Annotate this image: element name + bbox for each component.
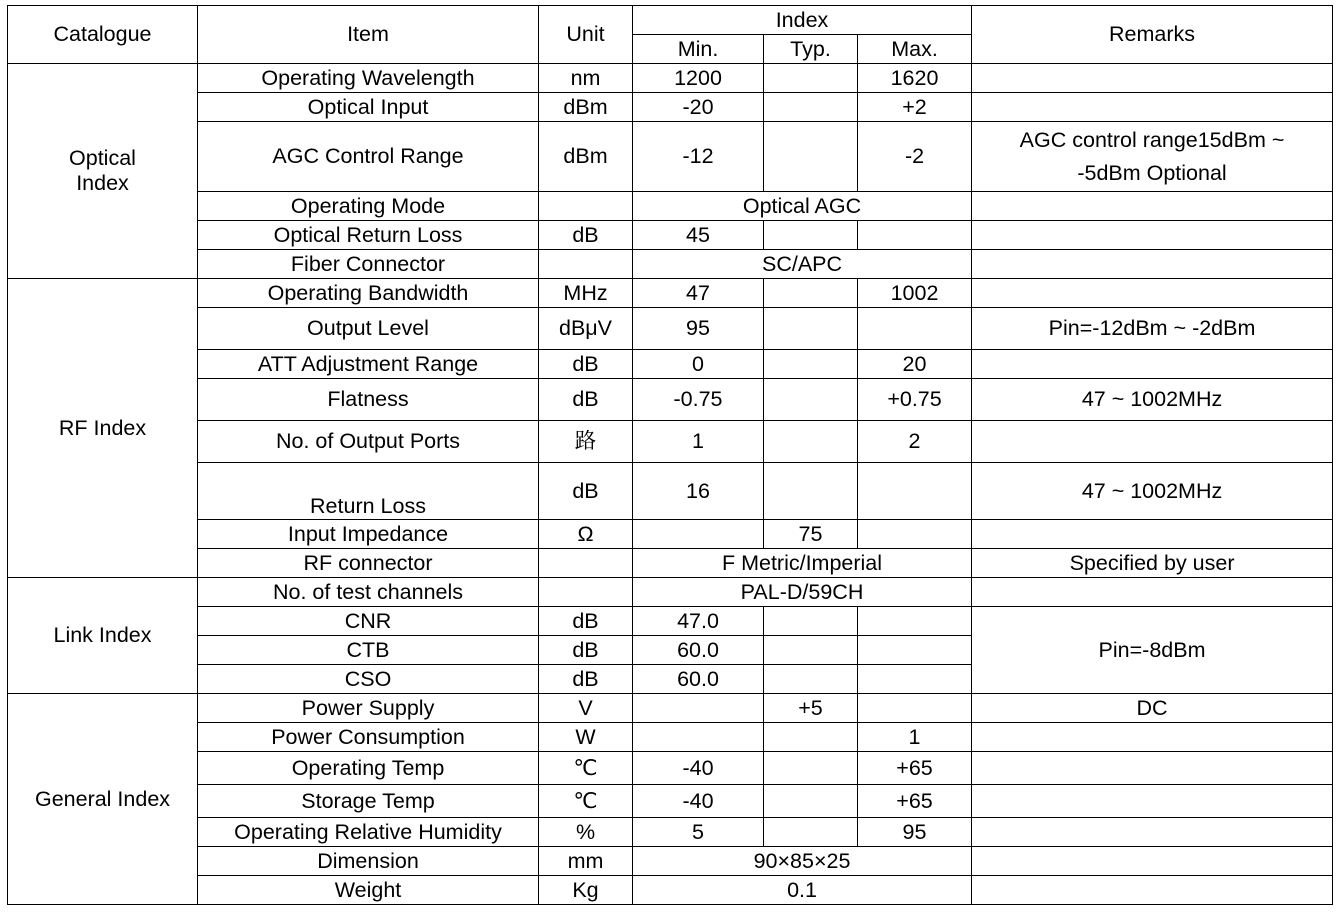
typ-cell: [764, 463, 858, 520]
item-cell: Weight: [198, 876, 539, 905]
typ-cell: [764, 607, 858, 636]
item-cell: AGC Control Range: [198, 122, 539, 192]
header-max: Max.: [858, 35, 972, 64]
item-cell: Dimension: [198, 847, 539, 876]
unit-cell: mm: [539, 847, 633, 876]
typ-cell: [764, 785, 858, 818]
value-cell: 90×85×25: [633, 847, 972, 876]
value-cell: 0.1: [633, 876, 972, 905]
min-cell: [633, 520, 764, 549]
remarks-cell: Pin=-8dBm: [972, 607, 1333, 694]
max-cell: +65: [858, 752, 972, 785]
remarks-cell: [972, 221, 1333, 250]
header-item: Item: [198, 6, 539, 64]
unit-cell: nm: [539, 64, 633, 93]
table-row: [8, 520, 1333, 549]
typ-cell: [764, 752, 858, 785]
item-cell: Operating Wavelength: [198, 64, 539, 93]
max-cell: [858, 636, 972, 665]
header-min: Min.: [633, 35, 764, 64]
table-row: [8, 723, 1333, 752]
item-cell: CSO: [198, 665, 539, 694]
unit-cell: dBm: [539, 122, 633, 192]
table-row: [8, 308, 1333, 350]
typ-cell: [764, 379, 858, 421]
max-cell: [858, 607, 972, 636]
table-row: [8, 122, 1333, 192]
item-cell: Operating Bandwidth: [198, 279, 539, 308]
unit-cell: dBm: [539, 93, 633, 122]
table-row: [8, 250, 1333, 279]
min-cell: -20: [633, 93, 764, 122]
remarks-cell: [972, 818, 1333, 847]
typ-cell: [764, 308, 858, 350]
remarks-cell: [972, 785, 1333, 818]
catalogue-cell: RF Index: [8, 279, 198, 578]
min-cell: 45: [633, 221, 764, 250]
remarks-cell: 47 ~ 1002MHz: [972, 463, 1333, 520]
item-cell: Return Loss: [198, 463, 539, 520]
table-row: [8, 578, 1333, 607]
unit-cell: dB: [539, 350, 633, 379]
remarks-cell: [972, 723, 1333, 752]
min-cell: -40: [633, 752, 764, 785]
table-row: [8, 876, 1333, 905]
max-cell: [858, 308, 972, 350]
item-cell: Operating Temp: [198, 752, 539, 785]
value-cell: SC/APC: [633, 250, 972, 279]
header-catalogue: Catalogue: [8, 6, 198, 64]
typ-cell: [764, 122, 858, 192]
remarks-cell: [972, 250, 1333, 279]
unit-cell: dB: [539, 665, 633, 694]
item-cell: Power Supply: [198, 694, 539, 723]
max-cell: [858, 520, 972, 549]
spec-table: [7, 5, 1333, 905]
table-row: [8, 93, 1333, 122]
unit-cell: dB: [539, 636, 633, 665]
unit-cell: MHz: [539, 279, 633, 308]
header-index: Index: [633, 6, 972, 35]
unit-cell: Kg: [539, 876, 633, 905]
unit-cell: [539, 578, 633, 607]
remarks-cell: [972, 578, 1333, 607]
header-row: [8, 6, 1333, 35]
table-row: [8, 379, 1333, 421]
max-cell: [858, 694, 972, 723]
unit-cell: %: [539, 818, 633, 847]
max-cell: +0.75: [858, 379, 972, 421]
typ-cell: [764, 93, 858, 122]
table-row: [8, 279, 1333, 308]
table-row: [8, 847, 1333, 876]
item-cell: No. of test channels: [198, 578, 539, 607]
min-cell: [633, 723, 764, 752]
table-row: [8, 64, 1333, 93]
remarks-cell: [972, 93, 1333, 122]
min-cell: -40: [633, 785, 764, 818]
min-cell: 60.0: [633, 665, 764, 694]
min-cell: 47: [633, 279, 764, 308]
item-cell: Operating Mode: [198, 192, 539, 221]
item-cell: Storage Temp: [198, 785, 539, 818]
max-cell: +65: [858, 785, 972, 818]
typ-cell: [764, 421, 858, 463]
remarks-cell: Pin=-12dBm ~ -2dBm: [972, 308, 1333, 350]
table-row: [8, 350, 1333, 379]
remarks-cell: [972, 64, 1333, 93]
min-cell: -12: [633, 122, 764, 192]
typ-cell: [764, 350, 858, 379]
table-row: [8, 549, 1333, 578]
catalogue-label: Optical Index: [69, 146, 136, 195]
unit-cell: dB: [539, 379, 633, 421]
unit-cell: dB: [539, 463, 633, 520]
max-cell: 1620: [858, 64, 972, 93]
item-cell: CTB: [198, 636, 539, 665]
catalogue-cell: Link Index: [8, 578, 198, 694]
typ-cell: [764, 221, 858, 250]
max-cell: [858, 221, 972, 250]
max-cell: [858, 463, 972, 520]
remarks-text: AGC control range15dBm ~ -5dBm Optional: [1019, 128, 1285, 185]
catalogue-cell: General Index: [8, 694, 198, 905]
value-cell: PAL-D/59CH: [633, 578, 972, 607]
item-cell: Operating Relative Humidity: [198, 818, 539, 847]
table-row: [8, 421, 1333, 463]
unit-cell: V: [539, 694, 633, 723]
max-cell: 1: [858, 723, 972, 752]
remarks-cell: [972, 122, 1333, 192]
unit-cell: [539, 250, 633, 279]
value-cell: F Metric/Imperial: [633, 549, 972, 578]
table-row: [8, 192, 1333, 221]
remarks-cell: 47 ~ 1002MHz: [972, 379, 1333, 421]
item-cell: Power Consumption: [198, 723, 539, 752]
header-remarks: Remarks: [972, 6, 1333, 64]
unit-cell: ℃: [539, 785, 633, 818]
table-row: [8, 463, 1333, 520]
min-cell: 16: [633, 463, 764, 520]
remarks-cell: [972, 279, 1333, 308]
item-cell: CNR: [198, 607, 539, 636]
typ-cell: [764, 665, 858, 694]
remarks-cell: [972, 847, 1333, 876]
max-cell: 1002: [858, 279, 972, 308]
table-row: [8, 221, 1333, 250]
typ-cell: [764, 818, 858, 847]
max-cell: 2: [858, 421, 972, 463]
unit-cell: [539, 192, 633, 221]
max-cell: 20: [858, 350, 972, 379]
unit-cell: [539, 549, 633, 578]
min-cell: -0.75: [633, 379, 764, 421]
item-cell: Fiber Connector: [198, 250, 539, 279]
item-cell: No. of Output Ports: [198, 421, 539, 463]
item-cell: Input Impedance: [198, 520, 539, 549]
item-cell: RF connector: [198, 549, 539, 578]
min-cell: 5: [633, 818, 764, 847]
min-cell: [633, 694, 764, 723]
header-unit: Unit: [539, 6, 633, 64]
typ-cell: [764, 636, 858, 665]
remarks-cell: [972, 520, 1333, 549]
table-row: [8, 694, 1333, 723]
min-cell: 60.0: [633, 636, 764, 665]
unit-cell: ℃: [539, 752, 633, 785]
table-row: [8, 752, 1333, 785]
table-row: [8, 607, 1333, 636]
min-cell: 0: [633, 350, 764, 379]
unit-cell: dB: [539, 607, 633, 636]
typ-cell: [764, 279, 858, 308]
item-cell: Optical Return Loss: [198, 221, 539, 250]
unit-cell: dB: [539, 221, 633, 250]
catalogue-cell: [8, 64, 198, 279]
remarks-cell: [972, 421, 1333, 463]
remarks-cell: Specified by user: [972, 549, 1333, 578]
remarks-cell: DC: [972, 694, 1333, 723]
unit-cell: Ω: [539, 520, 633, 549]
remarks-cell: [972, 350, 1333, 379]
remarks-cell: [972, 752, 1333, 785]
min-cell: 1200: [633, 64, 764, 93]
unit-cell: 路: [539, 421, 633, 463]
typ-cell: +5: [764, 694, 858, 723]
max-cell: +2: [858, 93, 972, 122]
typ-cell: 75: [764, 520, 858, 549]
value-cell: Optical AGC: [633, 192, 972, 221]
item-cell: Optical Input: [198, 93, 539, 122]
remarks-cell: [972, 876, 1333, 905]
max-cell: 95: [858, 818, 972, 847]
min-cell: 47.0: [633, 607, 764, 636]
unit-cell: W: [539, 723, 633, 752]
remarks-cell: [972, 192, 1333, 221]
typ-cell: [764, 723, 858, 752]
item-cell: ATT Adjustment Range: [198, 350, 539, 379]
unit-cell: dBμV: [539, 308, 633, 350]
max-cell: -2: [858, 122, 972, 192]
item-cell: Output Level: [198, 308, 539, 350]
min-cell: 1: [633, 421, 764, 463]
header-typ: Typ.: [764, 35, 858, 64]
table-row: [8, 785, 1333, 818]
min-cell: 95: [633, 308, 764, 350]
table-row: [8, 818, 1333, 847]
item-cell: Flatness: [198, 379, 539, 421]
typ-cell: [764, 64, 858, 93]
max-cell: [858, 665, 972, 694]
